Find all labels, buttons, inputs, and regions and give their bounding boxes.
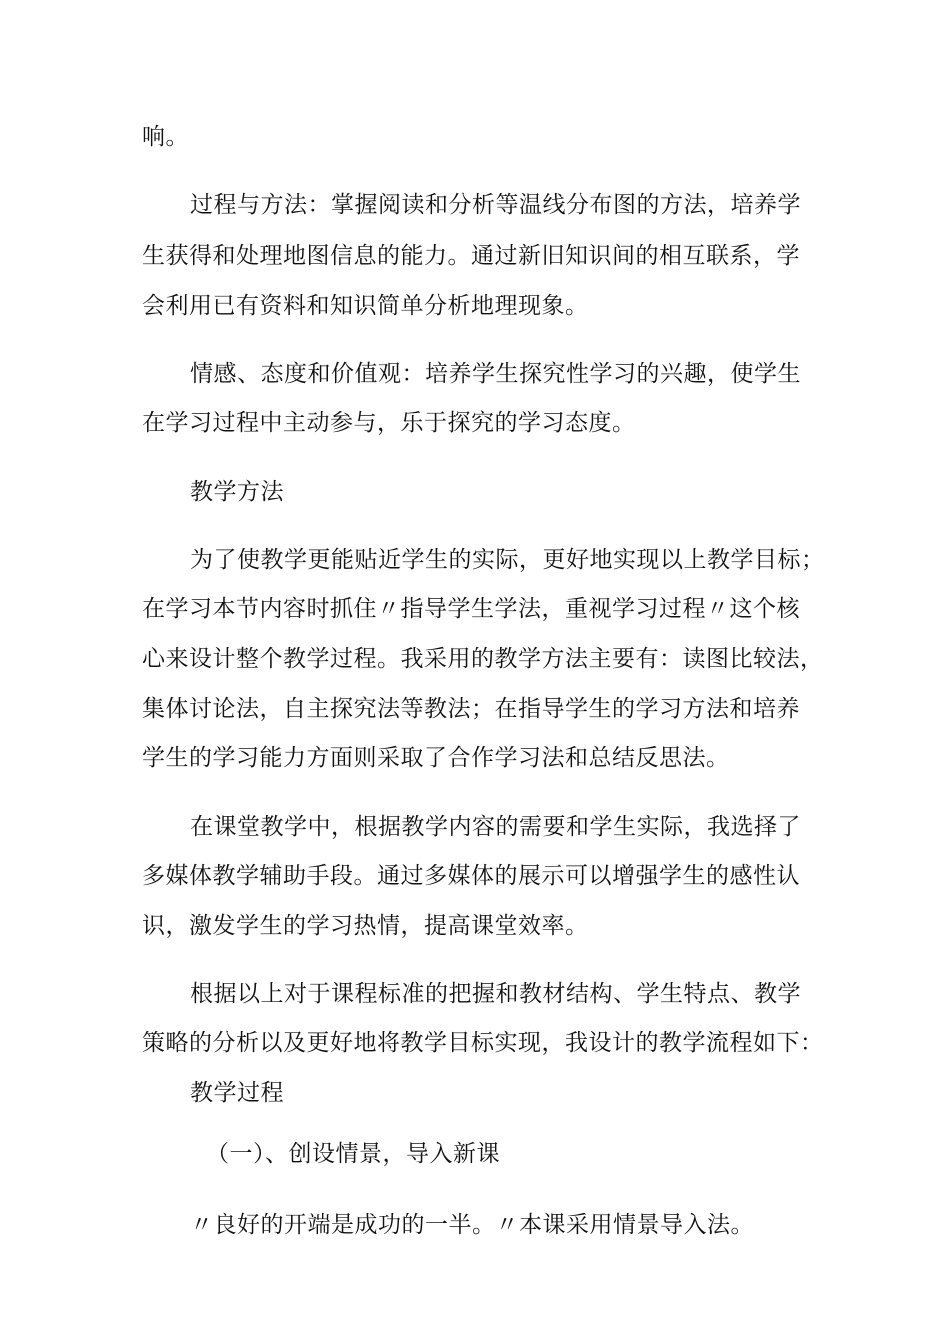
text-line: 在课堂教学中，根据教学内容的需要和学生实际，我选择了 <box>190 814 801 840</box>
text-line: 集体讨论法，自主探究法等教法；在指导学生的学习方法和培养 <box>142 696 800 722</box>
text-line: 会利用已有资料和知识简单分析地理现象。 <box>142 293 589 319</box>
text-line: 多媒体教学辅助手段。通过多媒体的展示可以增强学生的感性认 <box>142 863 800 889</box>
text-line: 生获得和处理地图信息的能力。通过新旧知识间的相互联系，学 <box>142 243 800 269</box>
text-line: 学生的学习能力方面则采取了合作学习法和总结反思法。 <box>142 745 730 771</box>
text-line: 过程与方法：掌握阅读和分析等温线分布图的方法，培养学 <box>190 192 801 218</box>
text-line: 响。 <box>142 124 189 150</box>
text-line: 〃良好的开端是成功的一半。〃本课采用情景导入法。 <box>190 1212 754 1238</box>
text-line: 识，激发学生的学习热情，提高课堂效率。 <box>142 913 589 939</box>
subsection-heading: （一）、创设情景，导入新课 <box>206 1141 500 1167</box>
text-line: 策略的分析以及更好地将教学目标实现，我设计的教学流程如下： <box>142 1030 824 1056</box>
text-line: 在学习过程中主动参与，乐于探究的学习态度。 <box>142 410 636 436</box>
text-line: 心来设计整个教学过程。我采用的教学方法主要有：读图比较法， <box>142 646 824 672</box>
text-line: 在学习本节内容时抓住〃指导学生学法，重视学习过程〃这个核 <box>142 596 800 622</box>
text-line: 为了使教学更能贴近学生的实际，更好地实现以上教学目标； <box>190 547 825 573</box>
section-heading: 教学过程 <box>190 1080 284 1106</box>
text-line: 情感、态度和价值观：培养学生探究性学习的兴趣，使学生 <box>190 361 801 387</box>
text-line: 根据以上对于课程标准的把握和教材结构、学生特点、教学 <box>190 981 801 1007</box>
section-heading: 教学方法 <box>190 479 284 505</box>
